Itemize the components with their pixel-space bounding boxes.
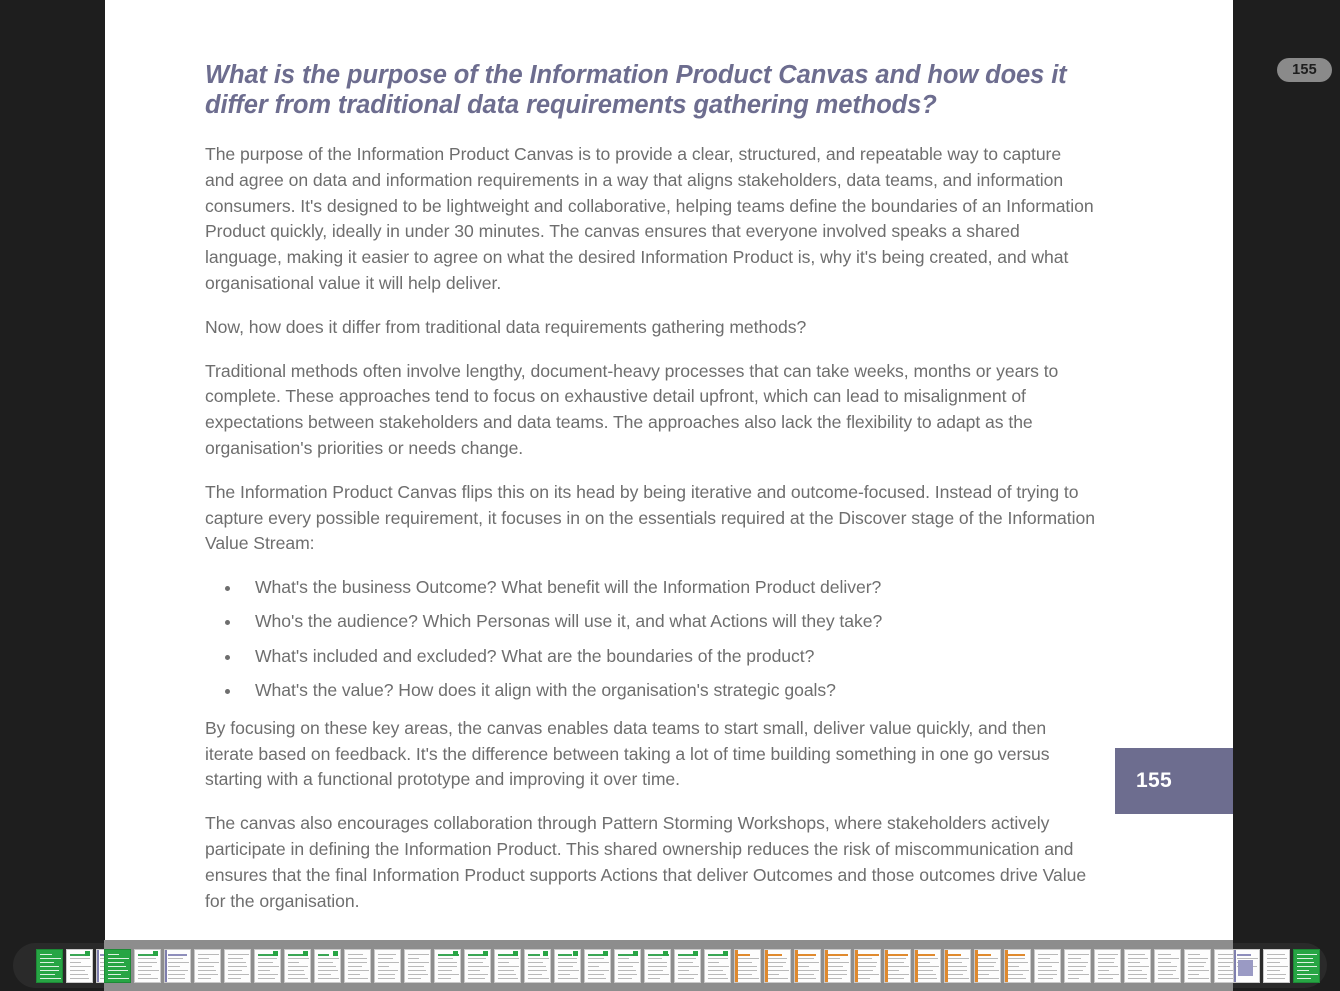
thumbnail[interactable]: [284, 949, 311, 983]
thumbnail[interactable]: [614, 949, 641, 983]
thumbnail-tag: [663, 951, 668, 956]
thumbnail[interactable]: [1034, 949, 1061, 983]
thumbnail[interactable]: [974, 949, 1001, 983]
thumbnail[interactable]: [884, 949, 911, 983]
thumbnail[interactable]: [494, 949, 521, 983]
thumbnail[interactable]: [164, 949, 191, 983]
thumbnail-tag: [453, 951, 458, 956]
thumbnail[interactable]: [464, 949, 491, 983]
page-title: What is the purpose of the Information Product Canvas and how does it differ from traditional data requirements gathering methods?: [205, 61, 1067, 119]
thumbnail-group: [13, 940, 104, 991]
thumbnail-accent-bar: [795, 950, 798, 982]
page-number-badge[interactable]: [1277, 58, 1332, 82]
thumbnail-accent-bar: [1005, 950, 1008, 982]
thumbnail[interactable]: [1124, 949, 1151, 983]
thumbnail[interactable]: [734, 949, 761, 983]
thumbnail[interactable]: [794, 949, 821, 983]
thumbnail-group: [1233, 940, 1323, 991]
thumbnail[interactable]: [674, 949, 701, 983]
thumbnail[interactable]: [96, 949, 104, 983]
thumbnail-tag: [603, 951, 608, 956]
thumbnail-accent-bar: [945, 950, 948, 982]
slide-content: [205, 60, 1095, 932]
thumbnail-tag: [85, 951, 90, 956]
thumbnail[interactable]: [584, 949, 611, 983]
page-number-badge-value: 155: [1292, 62, 1317, 78]
thumbnail[interactable]: [1293, 949, 1320, 983]
thumbnail-accent-bar: [735, 950, 738, 982]
thumbnail-accent-bar: [97, 950, 99, 982]
list-item: What's included and excluded? What are the boundaries of the product?: [205, 644, 1095, 670]
thumbnail-tag: [633, 951, 638, 956]
thumbnail[interactable]: [224, 949, 251, 983]
thumbnail[interactable]: [554, 949, 581, 983]
thumbnail[interactable]: [36, 949, 63, 983]
thumbnail-image-block: [1238, 960, 1253, 976]
thumbnail-accent-bar: [165, 950, 167, 982]
thumbnail-accent-bar: [915, 950, 918, 982]
page-number-overlay: [1115, 748, 1233, 814]
thumbnail[interactable]: [704, 949, 731, 983]
thumbnail[interactable]: [914, 949, 941, 983]
page-number-overlay-value: 155: [1136, 769, 1172, 792]
thumbnail-tag: [573, 951, 578, 956]
thumbnail[interactable]: [854, 949, 881, 983]
thumbnail[interactable]: [824, 949, 851, 983]
thumbnail[interactable]: [104, 949, 131, 983]
thumbnail-accent-bar: [1234, 950, 1236, 982]
body-paragraph: The Information Product Canvas flips this on its head by being iterative and outcome-focused. Instead of trying to capture every possible requirement, it focuses in on the essentials required at the Discover stage of the Information Value Stream:: [205, 481, 1095, 554]
thumbnail-accent-bar: [825, 950, 828, 982]
thumbnail[interactable]: [434, 949, 461, 983]
thumbnail-accent-bar: [765, 950, 768, 982]
thumbnail[interactable]: [1233, 949, 1260, 983]
thumbnail-accent-bar: [855, 950, 858, 982]
list-item: What's the value? How does it align with the organisation's strategic goals?: [205, 678, 1095, 704]
thumbnail[interactable]: [644, 949, 671, 983]
thumbnail-tag: [333, 951, 338, 956]
thumbnail[interactable]: [1214, 949, 1233, 983]
thumbnail-tag: [723, 951, 728, 956]
thumbnail[interactable]: [1004, 949, 1031, 983]
thumbnail-tag: [513, 951, 518, 956]
thumbnail-tag: [153, 951, 158, 956]
thumbnail[interactable]: [764, 949, 791, 983]
thumbnail[interactable]: [944, 949, 971, 983]
thumbnail[interactable]: [344, 949, 371, 983]
thumbnail[interactable]: [404, 949, 431, 983]
thumbnail[interactable]: [254, 949, 281, 983]
body-paragraph: The canvas also encourages collaboration through Pattern Storming Workshops, where stakeholders actively participate in defining the Information Product. This shared ownership reduces the risk of miscommunication and ensures that the final Information Product supports Actions that deliver Outcomes and those outcomes drive Value for the organisation.: [205, 813, 1087, 911]
thumbnail[interactable]: [1263, 949, 1290, 983]
list-item: What's the business Outcome? What benefit will the Information Product deliver?: [205, 575, 1095, 601]
thumbnail-tag: [693, 951, 698, 956]
thumbnail[interactable]: [374, 949, 401, 983]
thumbnail-group: [104, 940, 1233, 991]
filmstrip-scroll-track[interactable]: [104, 940, 1233, 991]
thumbnail[interactable]: [66, 949, 93, 983]
thumbnail-accent-bar: [885, 950, 888, 982]
thumbnail-tag: [273, 951, 278, 956]
thumbnail-tag: [303, 951, 308, 956]
thumbnail[interactable]: [1064, 949, 1091, 983]
body-paragraph: Traditional methods often involve lengthy, document-heavy processes that can take weeks, months or years to complete. These approaches tend to focus on exhaustive detail upfront, which can lead to misalignment of expectations between stakeholders and data teams. The approaches also lack the flexibility to adapt as the organisation's priorities or needs change.: [205, 360, 1059, 458]
thumbnail[interactable]: [1184, 949, 1211, 983]
thumbnail-accent-bar: [975, 950, 978, 982]
thumbnail-tag: [543, 951, 548, 956]
thumbnail[interactable]: [314, 949, 341, 983]
body-paragraph: The purpose of the Information Product Canvas is to provide a clear, structured, and repeatable way to capture and agree on data and information requirements in a way that aligns stakeholders, data teams, and information consumers. It's designed to be lightweight and collaborative, helping teams define the boundaries of an Information Product quickly, ideally in under 30 minutes. The canvas ensures that everyone involved speaks a shared language, making it easier to agree on what the desired Information Product is, why it's being created, and what organisational value it will help deliver.: [205, 144, 1094, 293]
thumbnail-tag: [483, 951, 488, 956]
slide-page: [105, 0, 1233, 940]
thumbnail[interactable]: [1094, 949, 1121, 983]
thumbnail[interactable]: [1154, 949, 1181, 983]
thumbnail[interactable]: [524, 949, 551, 983]
body-paragraph: By focusing on these key areas, the canvas enables data teams to start small, deliver value quickly, and then iterate based on feedback. It's the difference between taking a lot of time building something in one go versus starting with a functional prototype and improving it over time.: [205, 717, 1050, 790]
list-item: Who's the audience? Which Personas will use it, and what Actions will they take?: [205, 609, 1095, 635]
key-questions-list: [205, 575, 1095, 704]
thumbnail[interactable]: [194, 949, 221, 983]
thumbnail[interactable]: [134, 949, 161, 983]
filmstrip-right-overflow[interactable]: [1233, 940, 1327, 991]
filmstrip-left-overflow[interactable]: [13, 940, 104, 991]
body-paragraph: Now, how does it differ from traditional data requirements gathering methods?: [205, 316, 807, 337]
